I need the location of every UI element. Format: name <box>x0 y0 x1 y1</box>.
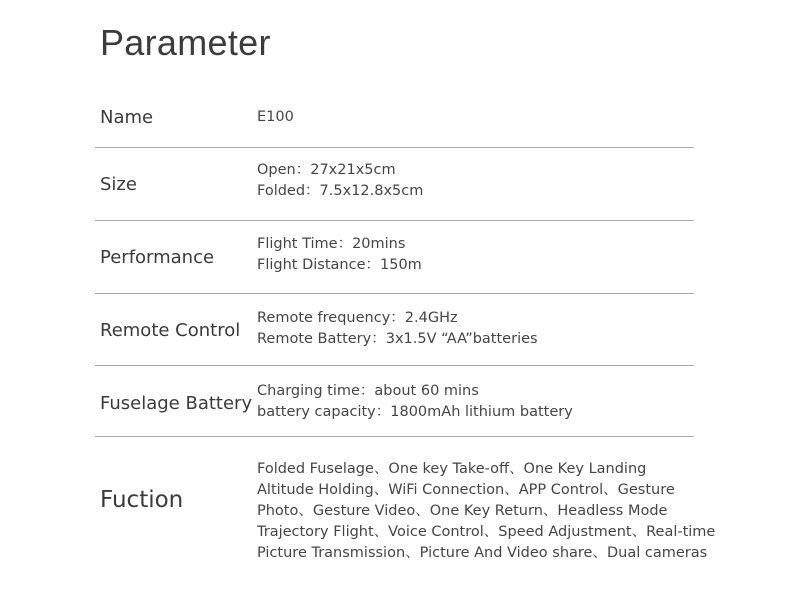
page-title: Parameter <box>100 22 271 63</box>
value-line: Flight Distance：150m <box>257 257 422 273</box>
value-line: Remote Battery：3x1.5V “AA”batteries <box>257 331 538 347</box>
spec-row-remote-control <box>95 294 694 366</box>
spec-row-performance <box>95 221 694 294</box>
row-value <box>257 160 423 202</box>
row-label: Performance <box>100 247 215 268</box>
value-line: Altitude Holding、WiFi Connection、APP Control、Gesture <box>257 482 675 498</box>
value-line: Flight Time：20mins <box>257 236 406 252</box>
value-line: Photo、Gesture Video、One Key Return、Headless Mode <box>257 503 668 519</box>
value-line: Open：27x21x5cm <box>257 162 396 178</box>
spec-row-fuction <box>95 437 716 577</box>
value-line: Remote frequency：2.4GHz <box>257 310 458 326</box>
spec-row-name <box>95 82 694 148</box>
row-value <box>257 381 573 423</box>
spec-row-fuselage-battery <box>95 366 694 437</box>
row-value <box>257 459 715 564</box>
row-label: Size <box>100 174 137 195</box>
value-line: Folded Fuselage、One key Take-off、One Key Landing <box>257 461 647 477</box>
value-line: Charging time：about 60 mins <box>257 383 479 399</box>
value-line: Trajectory Flight、Voice Control、Speed Adjustment、Real-time <box>257 524 716 540</box>
spec-table <box>95 82 716 577</box>
row-label: Name <box>100 107 154 128</box>
row-label: Remote Control <box>100 320 241 341</box>
value-line: Picture Transmission、Picture And Video share、Dual cameras <box>257 545 708 561</box>
spec-row-size <box>95 148 694 221</box>
row-value <box>257 107 294 128</box>
row-label: Fuselage Battery <box>100 393 253 414</box>
value-line: Folded：7.5x12.8x5cm <box>257 183 424 199</box>
value-line: E100 <box>257 109 294 125</box>
row-value <box>257 234 422 276</box>
row-label: Fuction <box>100 487 184 513</box>
row-value <box>257 308 538 350</box>
value-line: battery capacity：1800mAh lithium battery <box>257 404 573 420</box>
